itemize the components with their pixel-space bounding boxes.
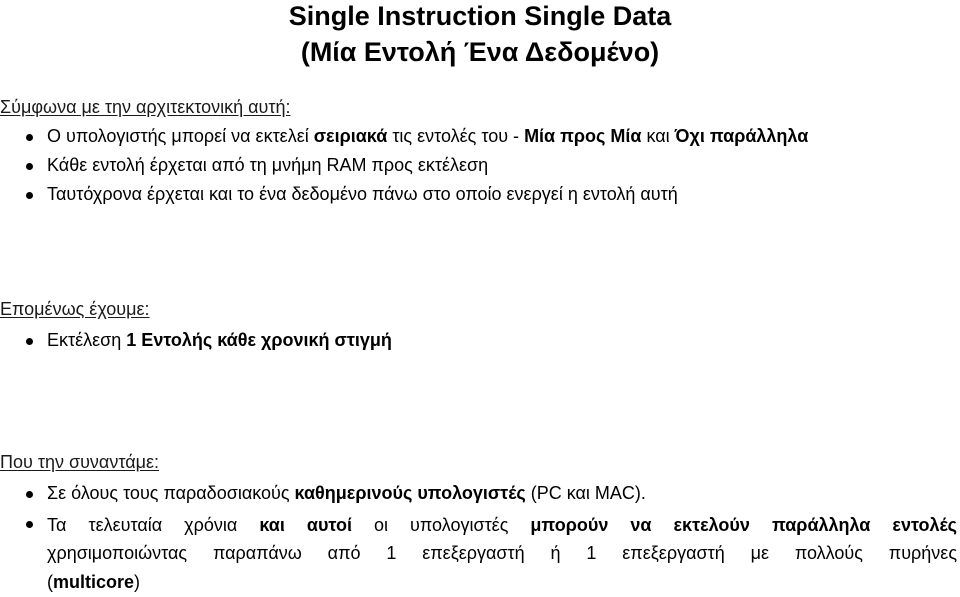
bullet-dot-icon xyxy=(26,338,33,345)
list-item-text: Τα τελευταία χρόνια και αυτοί οι υπολογιστές μπορούν να εκτελούν παράλληλα εντολές χρησιμοποιώντας παραπάνω από 1 επεξεργαστή ή 1 επεξεργαστή με πολλούς πυρήνες (multicore) xyxy=(47,515,957,592)
bullet-dot-icon xyxy=(26,521,33,528)
list-item-text: Ο υπολογιστής μπορεί να εκτελεί σειριακά τις εντολές του - Μία προς Μία και Όχι παράλληλα xyxy=(47,126,809,146)
bullet-dot-icon xyxy=(26,163,33,170)
section-label-therefore: Επομένως έχουμε: xyxy=(0,299,150,319)
list-item-text: Εκτέλεση 1 Εντολής κάθε χρονική στιγμή xyxy=(47,330,392,350)
slide-title-line-1: Single Instruction Single Data xyxy=(288,1,672,31)
section-label-architecture: Σύμφωνα με την αρχιτεκτονική αυτή: xyxy=(0,97,291,117)
slide-title-line-2: (Μία Εντολή Ένα Δεδομένο) xyxy=(300,37,660,67)
bullet-dot-icon xyxy=(26,192,33,199)
list-item-text: Ταυτόχρονα έρχεται και το ένα δεδομένο πάνω στο οποίο ενεργεί η εντολή αυτή xyxy=(47,184,678,204)
list-item-text: Σε όλους τους παραδοσιακούς καθημερινούς υπολογιστές (PC και MAC). xyxy=(47,483,646,503)
bullet-dot-icon xyxy=(26,491,33,498)
bullet-dot-icon xyxy=(26,134,33,141)
section-label-where: Που την συναντάμε: xyxy=(0,452,159,472)
list-item-text: Κάθε εντολή έρχεται από τη μνήμη RAM προς εκτέλεση xyxy=(47,155,489,175)
